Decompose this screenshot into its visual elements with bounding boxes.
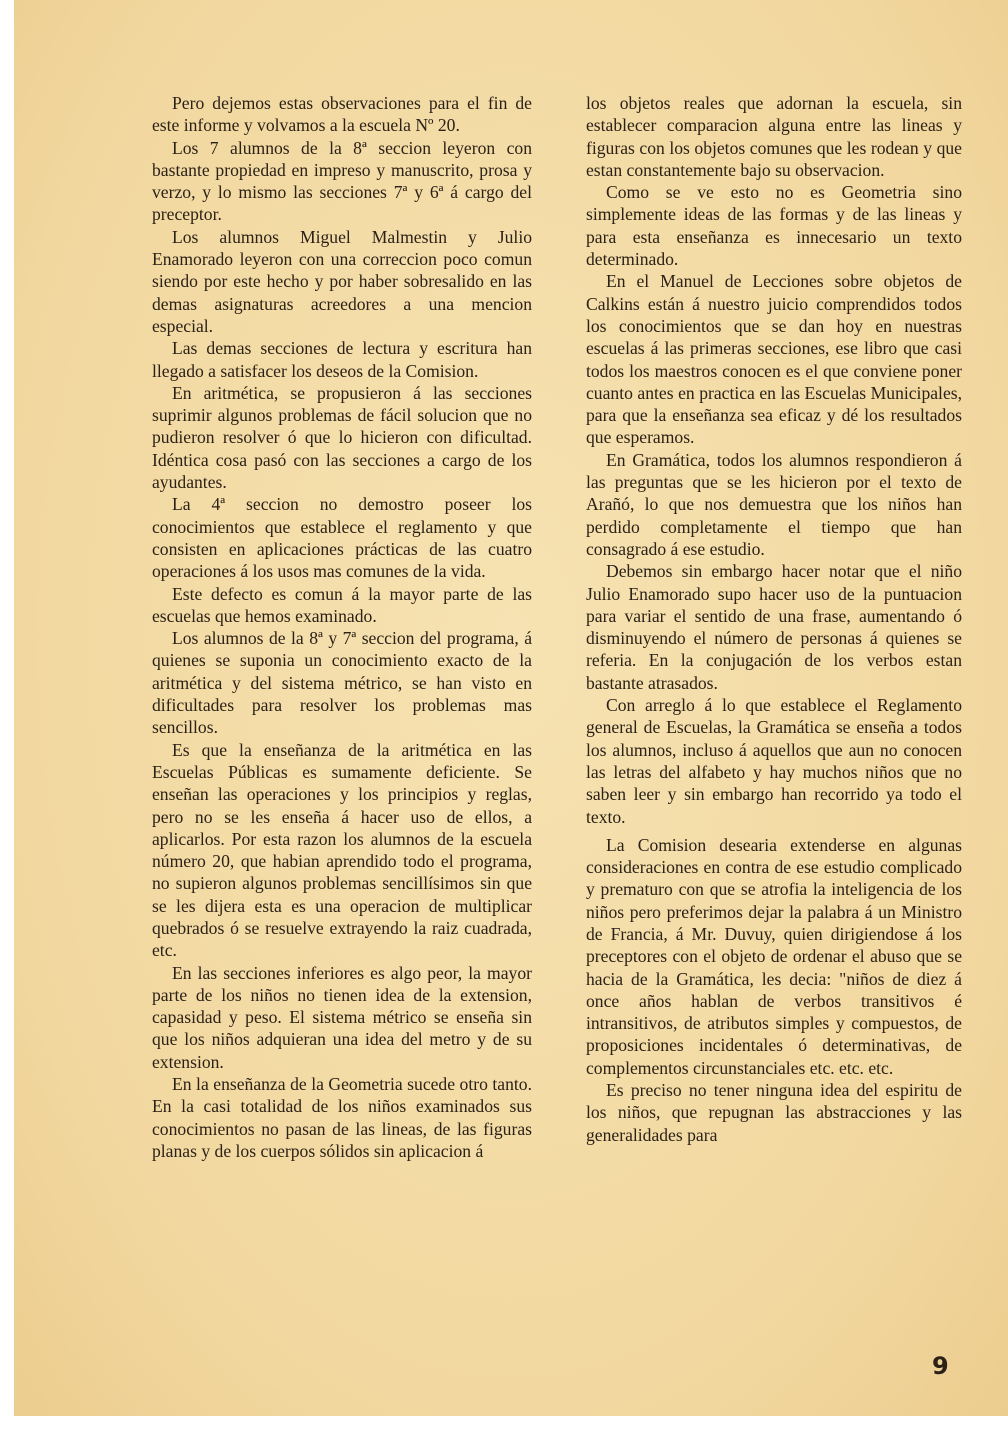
left-text-column [152,92,532,1162]
paragraph: Los alumnos de la 8ª y 7ª seccion del programa, á quienes se suponia un conocimiento exacto de la aritmética y del sistema métrico, se han visto en dificultades para resolver los problemas mas sencillos. [152,628,532,738]
paragraph: En la enseñanza de la Geometria sucede otro tanto. En la casi totalidad de los niños examinados sus conocimientos no pasan de las lineas, de las figuras planas y de los cuerpos sólidos sin aplicacion á [152,1074,532,1161]
paragraph: Las demas secciones de lectura y escritura han llegado a satisfacer los deseos de la Comision. [152,338,532,381]
paragraph: Con arreglo á lo que establece el Reglamento general de Escuelas, la Gramática se enseña a todos los alumnos, incluso á aquellos que aun no conocen las letras del alfabeto y hay muchos niños que no saben leer y sin embargo han recorrido ya todo el texto. [586,695,962,827]
paragraph: Pero dejemos estas observaciones para el fin de este informe y volvamos a la escuela Nº 20. [152,93,532,136]
paragraph: Los 7 alumnos de la 8ª seccion leyeron con bastante propiedad en impreso y manuscrito, prosa y verzo, y lo mismo las secciones 7ª y 6ª á cargo del preceptor. [152,137,532,225]
paragraph: Los alumnos Miguel Malmestin y Julio Enamorado leyeron con una correccion poco comun siendo por este hecho y por haber sobresalido en las demas asignaturas acreedores a una mencion especial. [152,226,532,336]
paragraph: En el Manuel de Lecciones sobre objetos de Calkins están á nuestro juicio comprendidos todos los conocimientos que se dan hoy en nuestras escuelas á las primeras secciones, ese libro que casi todos los maestros conocen es el que conviene poner cuanto antes en practica en las Escuelas Municipales, para que la enseñanza sea eficaz y dé los resultados que esperamos. [586,271,962,448]
paragraph: Debemos sin embargo hacer notar que el niño Julio Enamorado supo hacer uso de la puntuacion para variar el sentido de una frase, aumentando ó disminuyendo el número de personas á quienes se referia. En la conjugación de los verbos estan bastante atrasados. [586,561,962,693]
paragraph: Es preciso no tener ninguna idea del espiritu de los niños, que repugnan las abstracciones y las generalidades para [586,1080,962,1145]
paragraph: En las secciones inferiores es algo peor, la mayor parte de los niños no tienen idea de la extension, capasidad y peso. El sistema métrico se enseña sin que los niños adquieran una idea del metro y de su extension. [152,962,532,1072]
page-number: 9 [932,1352,949,1380]
right-text-column [586,92,962,1146]
paragraph: Como se ve esto no es Geometria sino simplemente ideas de las formas y de las lineas y para esta enseñanza es innecesario un texto determinado. [586,182,962,270]
paragraph: En Gramática, todos los alumnos respondieron á las preguntas que se les hicieron por el texto de Arañó, lo que nos demuestra que los niños han perdido completamente el tiempo que han consagrado á ese estudio. [586,449,962,559]
paragraph: Este defecto es comun á la mayor parte de las escuelas que hemos examinado. [152,583,532,626]
paragraph: La 4ª seccion no demostro poseer los conocimientos que establece el reglamento y que consisten en aplicaciones prácticas de las cuatro operaciones á los usos mas comunes de la vida. [152,494,532,582]
paragraph: En aritmética, se propusieron á las secciones suprimir algunos problemas de fácil solucion que no pudieron resolver ó que lo hicieron con dificultad. Idéntica cosa pasó con las secciones a cargo de los ayudantes. [152,382,532,493]
page-sheet [14,0,1008,1416]
paragraph: La Comision desearia extenderse en algunas consideraciones en contra de ese estudio complicado y prematuro con que se atrofia la inteligencia de los niños pero preferimos dejar la palabra á un Ministro de Francia, á Mr. Duvuy, quien dirigiendose á los preceptores con el objeto de ordenar el abuso que se hacia de la Gramática, les decia: "niños de diez á once años hablan de verbos transitivos é intransitivos, de atributos simples y compuestos, de proposiciones incidentales ó determinativas, de complementos circunstanciales etc. etc. etc. [586,834,962,1078]
paragraph: Es que la enseñanza de la aritmética en las Escuelas Públicas es sumamente deficiente. Se enseñan las operaciones y los principios y reglas, pero no se les enseña á hacer uso de ellos, a aplicarlos. Por esta razon los alumnos de la escuela número 20, que habian aprendido todo el programa, no supieron algunos problemas sencillísimos sin que se les dijera esta es una operacion de multiplicar quebrados ó se resuelve extrayendo la raiz cuadrada, etc. [152,739,532,961]
paragraph-continued: los objetos reales que adornan la escuela, sin establecer comparacion alguna entre las lineas y figuras con los objetos comunes que les rodean y que estan constantemente bajo su observacion. [586,93,962,180]
